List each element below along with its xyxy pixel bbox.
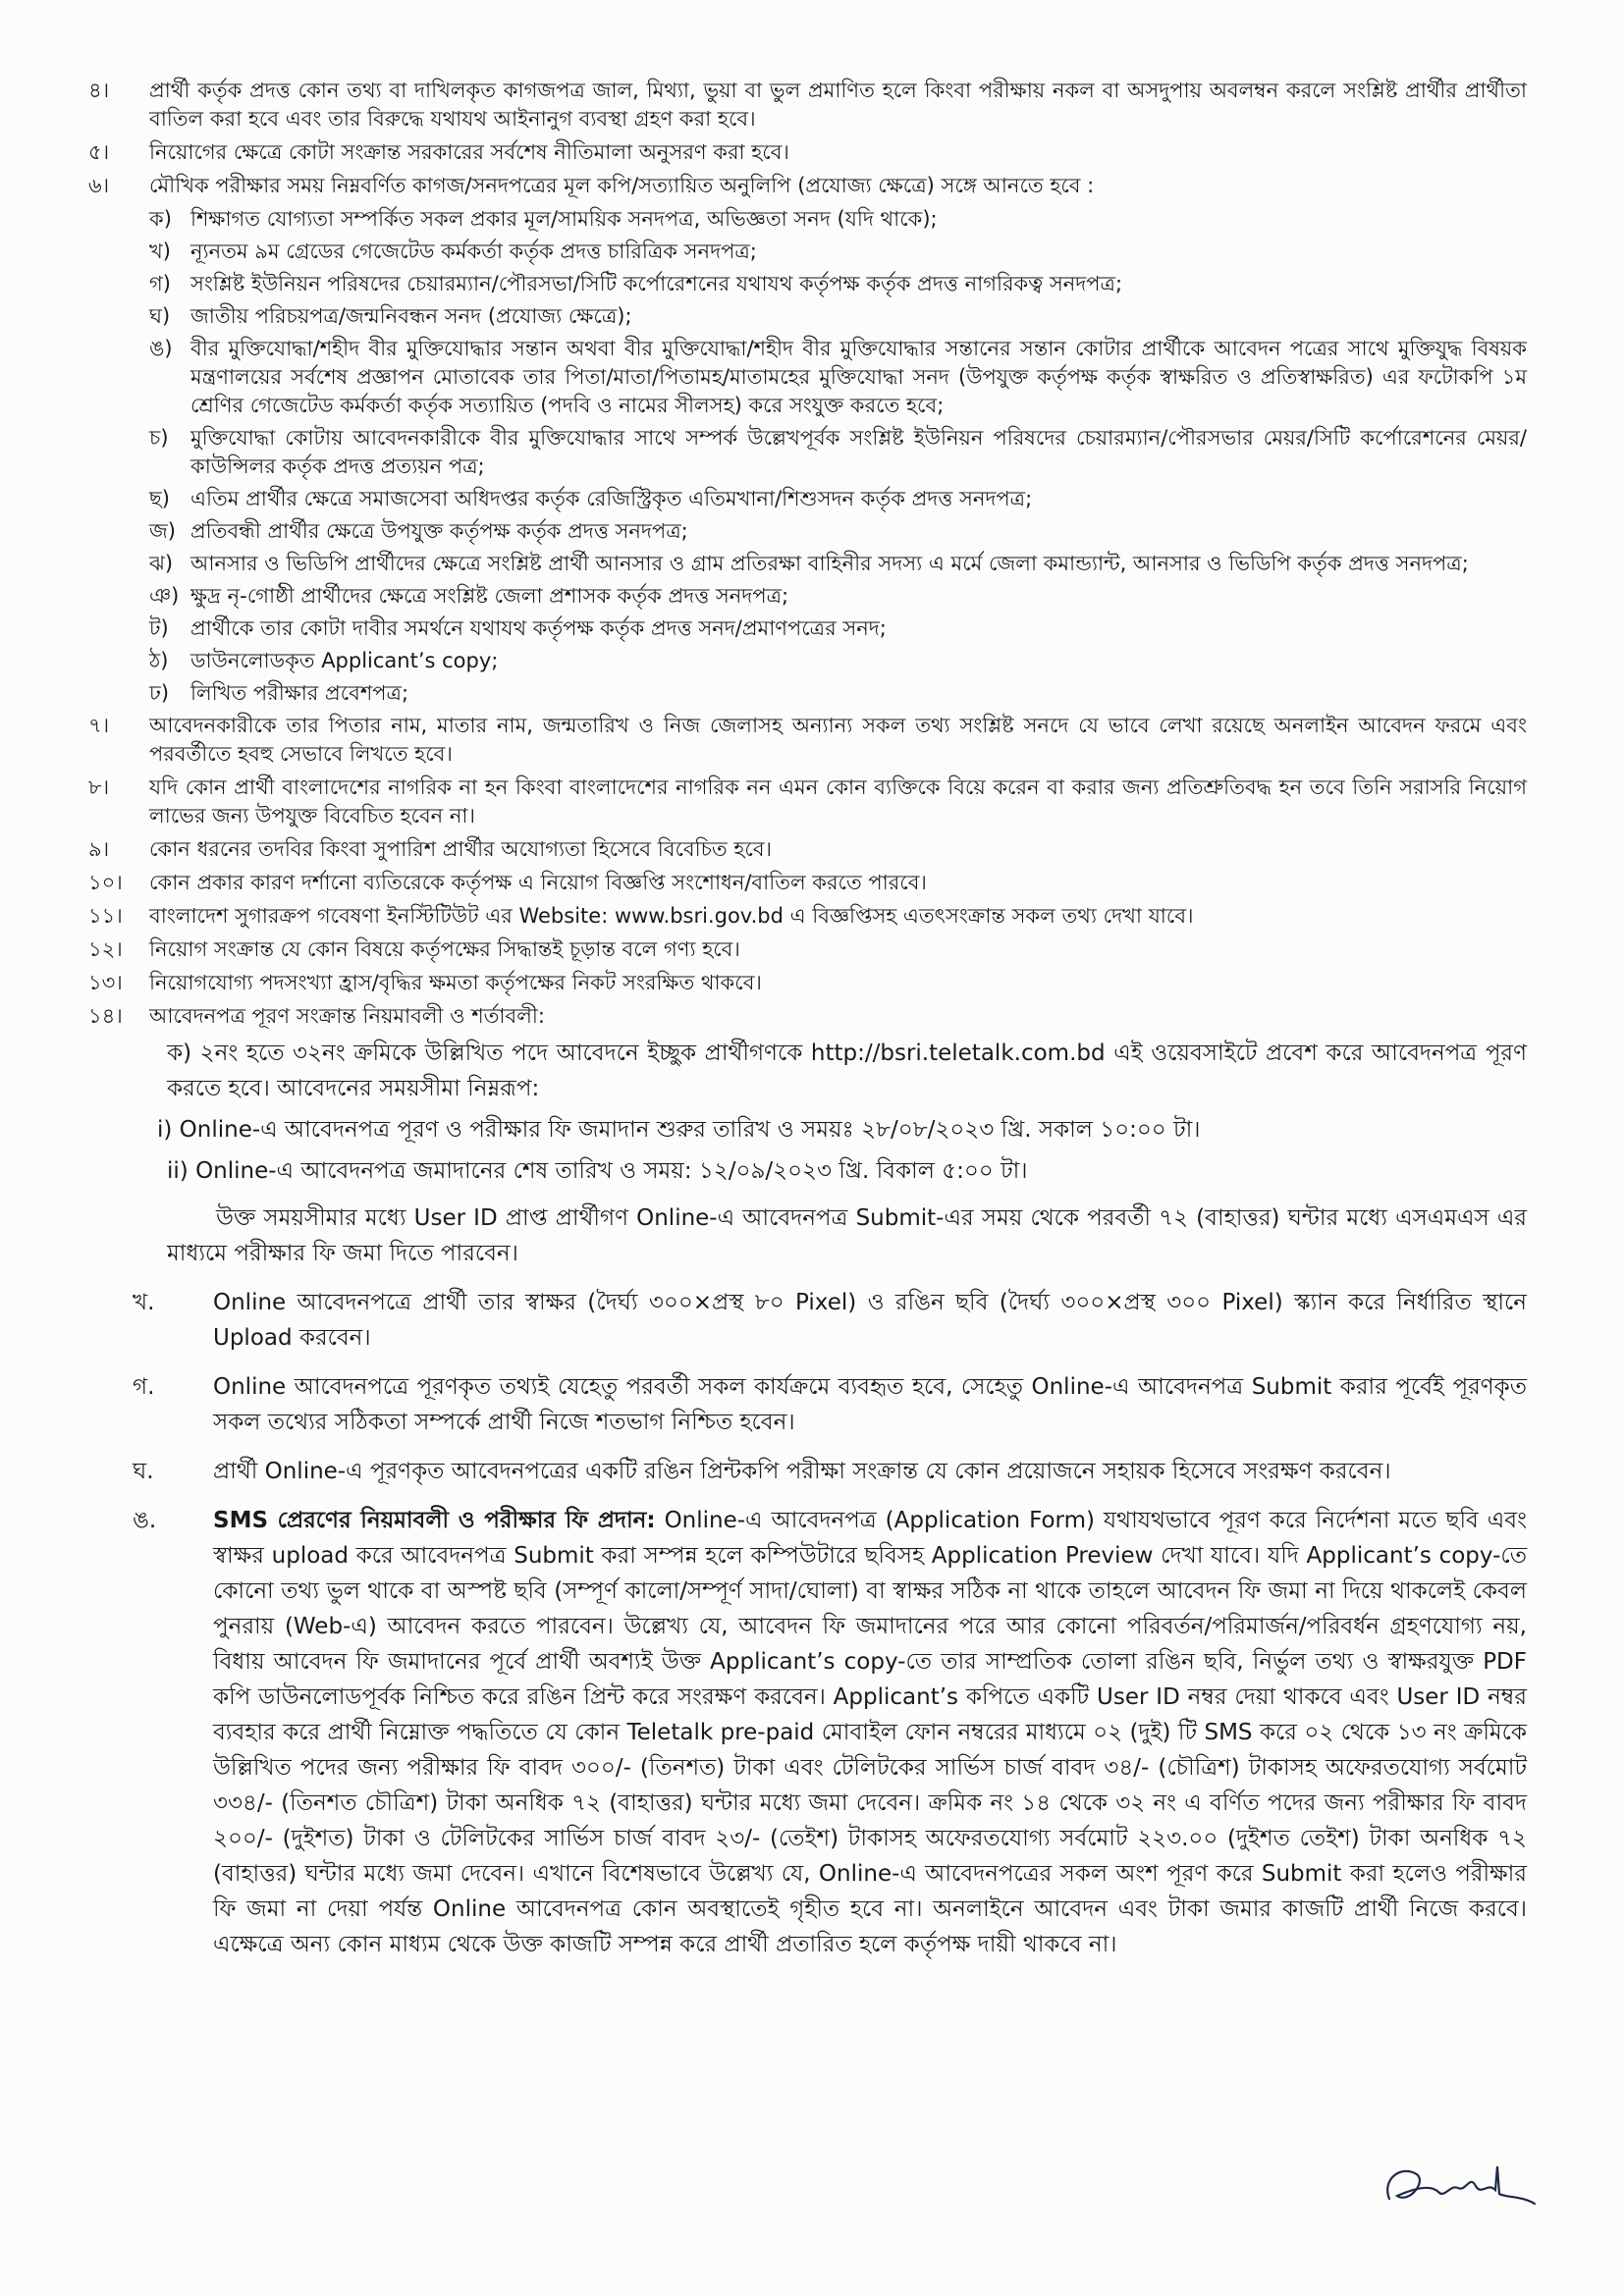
sms-rules-text: Online-এ আবেদনপত্র (Application Form) যথাযথভাবে পূরণ করে নির্দেশনা মতে ছবি এবং স্বাক্ষর upload করে আবেদনপত্র Submit করা সম্পন্ন হলে কম্পিউটারে ছবিসহ Application Preview দেখা যাবে। যদি Applicant’s copy-তে কোনো তথ্য ভুল থাকে বা অস্পষ্ট ছবি (সম্পূর্ণ কালো/সম্পূর্ণ সাদা/ঘোলা) বা স্বাক্ষর সঠিক না থাকে তাহলে আবেদন ফি জমা না দিয়ে থাকলেই কেবল পুনরায় (Web-এ) আবেদন করতে পারবেন। উল্লেখ্য যে, আবেদন ফি জমাদানের পরে আর কোনো পরিবর্তন/পরিমার্জন/পরিবর্ধন গ্রহণযোগ্য নয়, বিধায় আবেদন ফি জমাদানের পূর্বে প্রার্থী অবশ্যই উক্ত Applicant’s copy-তে তার সাম্প্রতিক তোলা রঙিন ছবি, নির্ভুল তথ্য ও স্বাক্ষরযুক্ত PDF কপি ডাউনলোডপূর্বক নিশ্চিত করে রঙিন প্রিন্ট করে সংরক্ষণ করবেন। Applicant’s কপিতে একটি User ID নম্বর দেয়া থাকবে এবং User ID নম্বর ব্যবহার করে প্রার্থী নিম্নোক্ত পদ্ধতিতে যে কোন Teletalk pre-paid মোবাইল ফোন নম্বরের মাধ্যমে ০২ (দুই) টি SMS করে ০২ থেকে ১৩ নং ক্রমিকে উল্লিখিত পদের জন্য পরীক্ষার ফি বাবদ ৩০০/- (তিনশত) টাকা এবং টেলিটকের সার্ভিস চার্জ বাবদ ৩৪/- (চৌত্রিশ) টাকাসহ অফেরতযোগ্য সর্বমোট ৩৩৪/- (তিনশত চৌত্রিশ) টাকা অনধিক ৭২ (বাহাত্তর) ঘন্টার মধ্যে জমা দেবেন। ক্রমিক নং ১৪ থেকে ৩২ নং এ বর্ণিত পদের জন্য পরীক্ষার ফি বাবদ ২০০/- (দুইশত) টাকা ও টেলিটকের সার্ভিস চার্জ বাবদ ২৩/- (তেইশ) টাকাসহ অফেরতযোগ্য সর্বমোট ২২৩.০০ (দুইশত তেইশ) টাকা অনধিক ৭২ (বাহাত্তর) ঘন্টার মধ্যে জমা দেবেন। এখানে বিশেষভাবে উল্লেখ্য যে, Online-এ আবেদনপত্রের সকল অংশ পূরণ করে Submit করা হলেও পরীক্ষার ফি জমা না দেয়া পর্যন্ত Online আবেদনপত্র কোন অবস্থাতেই গৃহীত হবে না। অনলাইনে আবেদন এবং টাকা জমার কাজটি প্রার্থী নিজে করবে। এক্ষেত্রে অন্য কোন মাধ্যম থেকে উক্ত কাজটি সম্পন্ন করে প্রার্থী প্রতারিত হলে কর্তৃপক্ষ দায়ী থাকবে না। <box>213 1508 1527 1957</box>
sub-item-number: ছ) <box>149 487 170 510</box>
sub-item <box>149 238 1527 266</box>
sub-item <box>149 302 1527 331</box>
sub-item-number: ঝ) <box>149 552 174 575</box>
sub-item-text: মুক্তিযোদ্ধা কোটায় আবেদনকারীকে বীর মুক্তিযোদ্ধার সাথে সম্পর্ক উল্লেখপূর্বক সংশ্লিষ্ট ইউনিয়ন পরিষদের চেয়ারম্যান/পৌরসভার মেয়র/সিটি কর্পোরেশনের মেয়র/কাউন্সিলর কর্তৃক প্রদত্ত প্রত্যয়ন পত্র; <box>190 426 1527 478</box>
item-text: নিয়োগ সংক্রান্ত যে কোন বিষয়ে কর্তৃপক্ষের সিদ্ধান্তই চূড়ান্ত বলে গণ্য হবে। <box>149 937 740 961</box>
sub-item <box>149 614 1527 643</box>
item-text: নিয়োগের ক্ষেত্রে কোটা সংক্রান্ত সরকারের সর্বশেষ নীতিমালা অনুসরণ করা হবে। <box>149 140 789 164</box>
sub-item <box>149 485 1527 513</box>
item-number: ৫। <box>88 140 110 164</box>
section14-uma <box>88 1503 1527 1962</box>
item-text: যদি কোন প্রার্থী বাংলাদেশের নাগরিক না হন কিংবা বাংলাদেশের নাগরিক নন এমন কোন ব্যক্তিকে বিয়ে করেন বা করার জন্য প্রতিশ্রুতিবদ্ধ হন তবে তিনি সরাসরি নিয়োগ লাভের জন্য উপযুক্ত বিবেচিত হবেন না। <box>149 775 1527 828</box>
sub-item-number: খ) <box>149 240 171 263</box>
sub-item-number: জ) <box>149 519 176 543</box>
sub-item-text: এতিম প্রার্থীর ক্ষেত্রে সমাজসেবা অধিদপ্তর কর্তৃক রেজিস্ট্রিকৃত এতিমখানা/শিশুসদন কর্তৃক প্রদত্ত সনদপত্র; <box>190 487 1033 510</box>
item-number: ৪। <box>88 79 110 102</box>
user-id-paragraph: উক্ত সময়সীমার মধ্যে User ID প্রাপ্ত প্রার্থীগণ Online-এ আবেদনপত্র Submit-এর সময় থেকে পরবর্তী ৭২ (বাহাত্তর) ঘন্টার মধ্যে এসএমএস এর মাধ্যমে পরীক্ষার ফি জমা দিতে পারবেন। <box>167 1205 1527 1266</box>
sub-item-text: আনসার ও ভিডিপি প্রার্থীদের ক্ষেত্রে সংশ্লিষ্ট প্রার্থী আনসার ও গ্রাম প্রতিরক্ষা বাহিনীর সদস্য এ মর্মে জেলা কমান্ড্যান্ট, আনসার ও ভিডিপি কর্তৃক প্রদত্ত সনদপত্র; <box>190 552 1469 575</box>
item-text: নিয়োগযোগ্য পদসংখ্যা হ্রাস/বৃদ্ধির ক্ষমতা কর্তৃপক্ষের নিকট সংরক্ষিত থাকবে। <box>149 971 762 994</box>
item-number: ৮। <box>88 775 110 799</box>
item-number: গ. <box>133 1374 155 1400</box>
sub-item-text: ন্যূনতম ৯ম গ্রেডের গেজেটেড কর্মকর্তা কর্তৃক প্রদত্ত চারিত্রিক সনদপত্র; <box>190 240 757 263</box>
item-number: ঘ. <box>133 1459 154 1484</box>
list-item <box>88 935 1527 964</box>
sub-item-number: ঙ) <box>149 337 173 360</box>
item-text: Online আবেদনপত্রে পূরণকৃত তথ্যই যেহেতু পরবর্তী সকল কার্যক্রমে ব্যবহৃত হবে, সেহেতু Online-এ আবেদনপত্র Submit করার পূর্বেই পূরণকৃত সকল তথ্যের সঠিকতা সম্পর্কে প্রার্থী নিজে শতভাগ নিশ্চিত হবেন। <box>213 1374 1527 1435</box>
item-number: ১৪। <box>88 1004 123 1028</box>
sub-item-text: প্রতিবন্ধী প্রার্থীর ক্ষেত্রে উপযুক্ত কর্তৃপক্ষ কর্তৃক প্রদত্ত সনদপত্র; <box>190 519 688 543</box>
sub-item-text: সংশ্লিষ্ট ইউনিয়ন পরিষদের চেয়ারম্যান/পৌরসভা/সিটি কর্পোরেশনের যথাযথ কর্তৃপক্ষ কর্তৃক প্রদত্ত নাগরিকত্ব সনদপত্র; <box>190 272 1123 295</box>
list-item <box>88 969 1527 997</box>
sub-item-number: ট) <box>149 616 169 640</box>
item-number: ১৩। <box>88 971 123 994</box>
list-item <box>88 902 1527 931</box>
list-item <box>88 712 1527 769</box>
list-item <box>88 172 1527 200</box>
sub-item-number: ঢ) <box>149 681 170 705</box>
sub-item-text: ক্ষুদ্র নৃ-গোষ্ঠী প্রার্থীদের ক্ষেত্রে সংশ্লিষ্ট জেলা প্রশাসক কর্তৃক প্রদত্ত সনদপত্র; <box>190 584 789 608</box>
document-body <box>88 77 1527 1962</box>
sub-item <box>149 424 1527 481</box>
list-item <box>88 77 1527 133</box>
item-text: প্রার্থী কর্তৃক প্রদত্ত কোন তথ্য বা দাখিলকৃত কাগজপত্র জাল, মিথ্যা, ভুয়া বা ভুল প্রমাণিত হলে কিংবা পরীক্ষায় নকল বা অসদুপায় অবলম্বন করলে সংশ্লিষ্ট প্রার্থীর প্রার্থীতা বাতিল করা হবে এবং তার বিরুদ্ধে যথাযথ আইনানুগ ব্যবস্থা গ্রহণ করা হবে। <box>149 79 1527 131</box>
list-item <box>88 869 1527 897</box>
section14-ka: ক) ২নং হতে ৩২নং ক্রমিকে উল্লিখিত পদে আবেদনে ইচ্ছুক প্রার্থীগণকে http://bsri.teletalk.com.bd এই ওয়েবসাইটে প্রবেশ করে আবেদনপত্র পূরণ করতে হবে। আবেদনের সময়সীমা নিম্নরূপ: <box>167 1041 1527 1101</box>
item-text: Online আবেদনপত্রে প্রার্থী তার স্বাক্ষর (দৈর্ঘ্য ৩০০×প্রস্থ ৮০ Pixel) ও রঙিন ছবি (দৈর্ঘ্য ৩০০×প্রস্থ ৩০০ Pixel) স্ক্যান করে নির্ধারিত স্থানে Upload করবেন। <box>213 1290 1527 1351</box>
item-number: ৯। <box>88 837 110 861</box>
sub-item-text: শিক্ষাগত যোগ্যতা সম্পর্কিত সকল প্রকার মূল/সাময়িক সনদপত্র, অভিজ্ঞতা সনদ (যদি থাকে); <box>190 207 938 231</box>
item-number: ১২। <box>88 937 123 961</box>
item-text: আবেদনপত্র পূরণ সংক্রান্ত নিয়মাবলী ও শর্তাবলী: <box>149 1004 545 1028</box>
sub-item-number: গ) <box>149 272 171 295</box>
sub-item-number: ঞ) <box>149 584 180 608</box>
sub-item-number: ঘ) <box>149 304 171 328</box>
sub-item-number: ঠ) <box>149 649 169 672</box>
sub-item <box>149 517 1527 546</box>
sub-item <box>149 205 1527 234</box>
section14-gha <box>88 1454 1527 1489</box>
list-item <box>88 774 1527 830</box>
item-text: কোন ধরনের তদবির কিংবা সুপারিশ প্রার্থীর অযোগ্যতা হিসেবে বিবেচিত হবে। <box>149 837 773 861</box>
item-number: খ. <box>133 1290 155 1315</box>
sub-list <box>88 205 1527 708</box>
sub-item <box>149 335 1527 420</box>
item-number: ১১। <box>88 904 123 928</box>
item-number: ৬। <box>88 174 110 197</box>
item-number: ১০। <box>88 871 123 894</box>
sub-item-number: চ) <box>149 426 169 450</box>
sub-item <box>149 679 1527 708</box>
item-number: ঙ. <box>133 1508 157 1533</box>
item-text: মৌখিক পরীক্ষার সময় নিম্নবর্ণিত কাগজ/সনদপত্রের মূল কপি/সত্যায়িত অনুলিপি (প্রযোজ্য ক্ষেত্রে) সঙ্গে আনতে হবে : <box>149 174 1095 197</box>
sub-item-text: লিখিত পরীক্ষার প্রবেশপত্র; <box>190 681 409 705</box>
sub-item <box>149 647 1527 675</box>
item-text: প্রার্থী Online-এ পূরণকৃত আবেদনপত্রের একটি রঙিন প্রিন্টকপি পরীক্ষা সংক্রান্ত যে কোন প্রয়োজনে সহায়ক হিসেবে সংরক্ষণ করবেন। <box>213 1459 1391 1484</box>
sub-item-text: প্রার্থীকে তার কোটা দাবীর সমর্থনে যথাযথ কর্তৃপক্ষ কর্তৃক প্রদত্ত সনদ/প্রমাণপত্রের সনদ; <box>190 616 887 640</box>
sub-item-text: জাতীয় পরিচয়পত্র/জন্মনিবন্ধন সনদ (প্রযোজ্য ক্ষেত্রে); <box>190 304 632 328</box>
list-item <box>88 835 1527 864</box>
item-text <box>213 1503 1527 1962</box>
item-text: বাংলাদেশ সুগারক্রপ গবেষণা ইনস্টিটিউট এর Website: www.bsri.gov.bd এ বিজ্ঞপ্তিসহ এতৎসংক্রান্ত সকল তথ্য দেখা যাবে। <box>149 904 1194 928</box>
sub-item-text: ডাউনলোডকৃত Applicant’s copy; <box>190 649 499 672</box>
signature <box>1380 2145 1537 2223</box>
section14-kha <box>88 1285 1527 1356</box>
item-text: আবেদনকারীকে তার পিতার নাম, মাতার নাম, জন্মতারিখ ও নিজ জেলাসহ অন্যান্য সকল তথ্য সংশ্লিষ্ট সনদে যে ভাবে লেখা রয়েছে অনলাইন আবেদন ফরমে এবং পরবর্তীতে হবহু সেভাবে লিখতে হবে। <box>149 714 1527 766</box>
list-item <box>88 1002 1527 1031</box>
sub-item <box>149 550 1527 578</box>
item-text: কোন প্রকার কারণ দর্শানো ব্যতিরেকে কর্তৃপক্ষ এ নিয়োগ বিজ্ঞপ্তি সংশোধন/বাতিল করতে পারবে। <box>149 871 927 894</box>
application-end-date: ii) Online-এ আবেদনপত্র জমাদানের শেষ তারিখ ও সময়: ১২/০৯/২০২৩ খ্রি. বিকাল ৫:০০ টা। <box>167 1158 1028 1184</box>
sub-item-number: ক) <box>149 207 172 231</box>
list-item <box>88 138 1527 167</box>
sub-item <box>149 270 1527 298</box>
item-number: ৭। <box>88 714 110 737</box>
sub-item-text: বীর মুক্তিযোদ্ধা/শহীদ বীর মুক্তিযোদ্ধার সন্তান অথবা বীর মুক্তিযোদ্ধা/শহীদ বীর মুক্তিযোদ্ধার সন্তানের সন্তান কোটার প্রার্থীকে আবেদন পত্রের সাথে মুক্তিযুদ্ধ বিষয়ক মন্ত্রণালয়ের সর্বশেষ প্রজ্ঞাপন মোতাবেক তার পিতা/মাতা/পিতামহ/মাতামহের মুক্তিযোদ্ধা সনদ (উপযুক্ত কর্তৃপক্ষ কর্তৃক স্বাক্ষরিত ও প্রতিস্বাক্ষরিত) এর ফটোকপি ১ম শ্রেণির গেজেটেড কর্মকর্তা কর্তৃক সত্যায়িত (পদবি ও নামের সীলসহ) করে সংযুক্ত করতে হবে; <box>190 337 1527 417</box>
section14-ga <box>88 1369 1527 1440</box>
application-start-date: i) Online-এ আবেদনপত্র পূরণ ও পরীক্ষার ফি জমাদান শুরুর তারিখ ও সময়ঃ ২৮/০৮/২০২৩ খ্রি. সকাল ১০:০০ টা। <box>157 1117 1201 1143</box>
sms-rules-heading: SMS প্রেরণের নিয়মাবলী ও পরীক্ষার ফি প্রদান: <box>213 1508 656 1533</box>
sub-item <box>149 582 1527 611</box>
